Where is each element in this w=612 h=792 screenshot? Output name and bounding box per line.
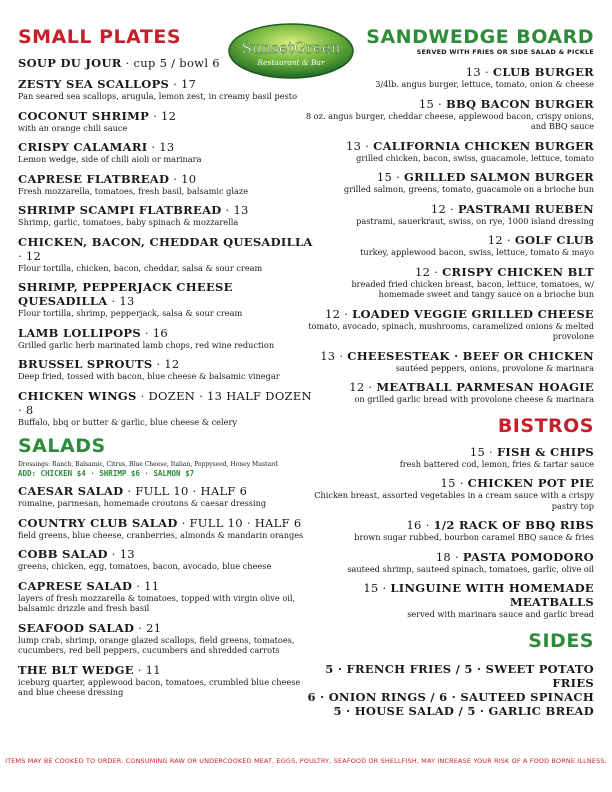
item-price: 13 ·: [320, 348, 348, 363]
item-title: [304, 202, 594, 216]
item-title: [18, 326, 318, 340]
menu-item: [304, 265, 594, 300]
salads-list: [18, 484, 318, 698]
item-description: iceburg quarter, applewood bacon, tomatoes, crumbled blue cheese and blue cheese dressing: [18, 676, 301, 697]
item-description: tomato, avocado, spinach, mushrooms, caramelized onions & melted provolone: [308, 320, 594, 341]
item-price: · 13: [107, 547, 135, 561]
left-column: [18, 26, 318, 705]
item-name: COCONUT SHRIMP: [18, 108, 150, 123]
item-title: [18, 484, 318, 498]
menu-item: [18, 663, 318, 698]
item-description: fresh battered cod, lemon, fries & tartar sauce: [399, 458, 594, 469]
logo-title: SunsetGreen: [241, 39, 341, 57]
menu-item: [304, 518, 594, 543]
side-item-line: 5 · FRENCH FRIES / 5 · SWEET POTATO FRIES: [325, 661, 594, 690]
menu-item: [304, 202, 594, 227]
item-name: GOLF CLUB: [514, 233, 594, 247]
salad-dressings: Dressings: Ranch, Balsamic, Citrus, Blue Cheese, Italian, Poppyseed, Honey Mustard: [18, 461, 278, 468]
item-description: sautéed peppers, onions, provolone & marinara: [395, 362, 594, 373]
item-title: [304, 581, 594, 609]
menu-item: [304, 380, 594, 405]
item-price: · 13: [147, 140, 175, 154]
item-name: ZESTY SEA SCALLOPS: [18, 77, 170, 91]
item-price: · 11: [132, 578, 160, 593]
item-title: [304, 349, 594, 363]
sides-heading: SIDES: [528, 629, 594, 652]
item-name: CRISPY CALAMARI: [18, 140, 148, 154]
item-price: · DOZEN · 13 HALF DOZEN · 8: [18, 388, 312, 417]
sandwedge-heading: SANDWEDGE BOARD: [366, 26, 594, 48]
item-description: Flour tortilla, chicken, bacon, cheddar, salsa & sour cream: [18, 262, 263, 273]
item-title: [18, 109, 318, 123]
item-price: · cup 5 / bowl 6: [121, 56, 220, 70]
item-title: [18, 621, 318, 635]
item-name: BBQ BACON BURGER: [445, 96, 594, 111]
item-description: with an orange chili sauce: [18, 122, 128, 133]
item-title: [304, 476, 594, 490]
item-description: Grilled garlic herb marinated lamb chops, red wine reduction: [18, 339, 275, 350]
menu-item: [18, 357, 318, 382]
item-description: grilled salmon, greens, tomato, guacamole on a brioche bun: [343, 184, 594, 194]
item-name: CAPRESE FLATBREAD: [18, 171, 170, 186]
item-description: served with marinara sauce and garlic bread: [407, 609, 594, 619]
item-title: [304, 265, 594, 279]
item-description: pastrami, sauerkraut, swiss, on rye, 1000 island dressing: [356, 215, 594, 226]
side-item-line: 6 · ONION RINGS / 6 · SAUTEED SPINACH: [307, 689, 594, 704]
item-price: 13 ·: [465, 65, 493, 79]
menu-item: [304, 581, 594, 620]
item-name: CHICKEN POT PIE: [467, 476, 594, 490]
item-title: [18, 77, 318, 91]
menu-item: [18, 109, 318, 134]
item-name: CHICKEN WINGS: [18, 388, 137, 403]
item-title: [18, 663, 318, 677]
item-title: [304, 307, 594, 321]
menu-item: [304, 65, 594, 90]
item-price: 18 ·: [435, 549, 463, 564]
menu-item: [304, 476, 594, 511]
item-name: CALIFORNIA CHICKEN BURGER: [373, 138, 594, 153]
menu-item: [18, 280, 318, 319]
item-name: CRISPY CHICKEN BLT: [442, 264, 594, 279]
item-price: 15 ·: [440, 476, 468, 490]
item-title: [304, 97, 594, 111]
item-name: PASTRAMI RUEBEN: [457, 201, 594, 216]
item-title: [304, 170, 594, 184]
bistros-heading: BISTROS: [497, 414, 594, 437]
menu-item: [304, 139, 594, 164]
item-price: 15 ·: [376, 170, 404, 184]
item-description: brown sugar rubbed, bourbon caramel BBQ sauce & fries: [354, 532, 594, 542]
item-description: field greens, blue cheese, cranberries, almonds & mandarin oranges: [18, 529, 304, 540]
item-price: · 16: [140, 325, 169, 340]
item-description: Buffalo, bbq or butter & garlic, blue cheese & celery: [18, 416, 238, 427]
item-description: Pan seared sea scallops, arugula, lemon zest, in creamy basil pesto: [18, 91, 298, 101]
item-title: [304, 139, 594, 153]
sandwedge-subtitle: SERVED WITH FRIES OR SIDE SALAD & PICKLE: [416, 48, 594, 56]
menu-item: [304, 550, 594, 575]
item-title: [18, 357, 318, 371]
item-name: COBB SALAD: [18, 547, 108, 561]
item-description: breaded fried chicken breast, bacon, lettuce, tomatoes, w/ homemade sweet and tangy sauce on a brioche bun: [351, 278, 594, 299]
item-title: [18, 516, 318, 530]
item-name: SOUP DU JOUR: [18, 56, 122, 70]
item-price: 13 ·: [346, 138, 374, 153]
item-description: Chicken breast, assorted vegetables in a cream sauce with a crispy pastry top: [314, 490, 594, 511]
item-price: · 12: [18, 248, 42, 263]
item-description: romaine, parmesan, homemade croutons & caesar dressing: [18, 498, 267, 508]
item-title: [18, 389, 318, 417]
menu-item: [304, 97, 594, 132]
item-name: GRILLED SALMON BURGER: [404, 170, 594, 184]
item-title: [18, 547, 318, 561]
sides-list: [304, 662, 594, 718]
item-price: 16 ·: [406, 518, 434, 532]
menu-item: [18, 203, 318, 228]
item-description: layers of fresh mozzarella & tomatoes, topped with virgin olive oil, balsamic drizzle and fresh basil: [18, 592, 296, 613]
item-title: [304, 518, 594, 532]
item-title: [304, 550, 594, 564]
menu-item: [18, 547, 318, 572]
menu-item: [304, 233, 594, 258]
item-name: PASTA POMODORO: [462, 549, 594, 564]
item-price: · 11: [133, 662, 161, 677]
small-plates-heading: SMALL PLATES: [18, 26, 182, 48]
item-price: 12 ·: [430, 201, 458, 216]
item-description: sauteed shrimp, sauteed spinach, tomatoes, garlic, olive oil: [347, 563, 594, 574]
item-name: SEAFOOD SALAD: [18, 620, 135, 635]
menu-item: [18, 56, 318, 70]
item-name: CHEESESTEAK · BEEF OR CHICKEN: [347, 348, 594, 363]
item-price: 12 ·: [414, 264, 443, 279]
item-price: · 21: [134, 620, 162, 635]
item-price: · 13: [221, 203, 249, 217]
item-description: greens, chicken, egg, tomatoes, bacon, avocado, blue cheese: [18, 561, 272, 571]
item-title: [304, 233, 594, 247]
item-description: on grilled garlic bread with provolone cheese & marinara: [354, 394, 594, 404]
menu-item: [18, 389, 318, 428]
menu-item: [18, 172, 318, 197]
bistros-list: [304, 445, 594, 620]
menu-item: [304, 307, 594, 342]
right-column: [304, 26, 594, 718]
salad-addons: ADD: CHICKEN $4 · SHRIMP $6 · SALMON $7: [18, 469, 195, 478]
item-name: MEATBALL PARMESAN HOAGIE: [376, 380, 594, 394]
menu-item: [304, 445, 594, 470]
salads-heading: SALADS: [18, 435, 106, 457]
item-title: [18, 235, 318, 263]
item-name: LAMB LOLLIPOPS: [18, 325, 141, 340]
item-title: [304, 380, 594, 394]
item-price: · 12: [149, 108, 177, 123]
item-name: LOADED VEGGIE GRILLED CHEESE: [352, 306, 594, 321]
item-description: 8 oz. angus burger, cheddar cheese, applewood bacon, crispy onions, and BBQ sauce: [305, 110, 594, 131]
side-item-line: 5 · HOUSE SALAD / 5 · GARLIC BREAD: [333, 703, 594, 718]
item-price: · 13: [107, 294, 135, 308]
menu-item: [18, 140, 318, 165]
item-price: 12 ·: [349, 380, 377, 394]
item-price: 15 ·: [469, 444, 497, 459]
item-description: Flour tortilla, shrimp, pepperjack, salsa & sour cream: [18, 308, 243, 318]
item-name: CHICKEN, BACON, CHEDDAR QUESADILLA: [18, 234, 313, 249]
item-price: · FULL 10 · HALF 6: [123, 484, 248, 498]
small-plates-list: [18, 77, 318, 427]
menu-item: [18, 77, 318, 102]
food-safety-disclaimer: ITEMS MAY BE COOKED TO ORDER. CONSUMING RAW OR UNDERCOOKED MEAT, EGGS, POULTRY, SEAFOOD OR SHELLFISH, MAY INCREASE YOUR RISK OF A FOOD BORNE ILLNESS.: [5, 757, 607, 765]
item-price: · 12: [152, 357, 180, 371]
logo-subtitle: Restaurant & Bar: [257, 58, 325, 67]
item-name: BRUSSEL SPROUTS: [18, 357, 153, 371]
item-description: Shrimp, garlic, tomatoes, baby spinach & mozzarella: [18, 217, 239, 227]
item-price: 12 ·: [324, 306, 353, 321]
item-name: THE BLT WEDGE: [18, 662, 134, 677]
menu-item: [18, 516, 318, 541]
item-name: 1/2 RACK OF BBQ RIBS: [433, 518, 594, 532]
item-description: Lemon wedge, side of chili aioli or marinara: [18, 154, 202, 164]
item-description: lump crab, shrimp, orange glazed scallops, field greens, tomatoes, cucumbers, red bell peppers, cucumbers and shredded carrots: [18, 634, 295, 655]
item-title: [18, 579, 318, 593]
item-title: [304, 445, 594, 459]
menu-item: [304, 349, 594, 374]
item-price: 12 ·: [487, 233, 515, 247]
item-title: [18, 140, 318, 154]
item-description: Deep fried, tossed with bacon, blue cheese & balsamic vinegar: [18, 371, 280, 381]
item-price: · 17: [169, 77, 197, 91]
item-name: FISH & CHIPS: [496, 444, 594, 459]
menu-item: [18, 484, 318, 509]
sandwedge-list: [304, 65, 594, 405]
menu-item: [18, 326, 318, 351]
item-description: 3/4lb. angus burger, lettuce, tomato, onion & cheese: [375, 79, 594, 89]
menu-item: [18, 621, 318, 656]
menu-item: [304, 170, 594, 195]
menu-item: [18, 579, 318, 614]
item-name: CAPRESE SALAD: [18, 578, 133, 593]
item-name: COUNTRY CLUB SALAD: [18, 515, 178, 530]
item-name: SHRIMP, PEPPERJACK CHEESE QUESADILLA: [18, 280, 233, 308]
item-price: · FULL 10 · HALF 6: [177, 515, 302, 530]
item-price: 15 ·: [363, 581, 391, 595]
item-title: [18, 172, 318, 186]
item-name: SHRIMP SCAMPI FLATBREAD: [18, 203, 222, 217]
item-name: CLUB BURGER: [492, 65, 594, 79]
item-title: [18, 203, 318, 217]
item-description: turkey, applewood bacon, swiss, lettuce, tomato & mayo: [360, 247, 594, 257]
item-description: grilled chicken, bacon, swiss, guacamole, lettuce, tomato: [356, 152, 594, 163]
item-price: 15 ·: [418, 96, 446, 111]
item-title: [18, 280, 318, 308]
item-title: [304, 65, 594, 79]
item-price: · 10: [169, 171, 197, 186]
menu-item: [18, 235, 318, 274]
item-name: CAESAR SALAD: [18, 484, 124, 498]
item-name: LINGUINE WITH HOMEMADE MEATBALLS: [390, 581, 594, 609]
item-description: Fresh mozzarella, tomatoes, fresh basil, balsamic glaze: [18, 185, 249, 196]
